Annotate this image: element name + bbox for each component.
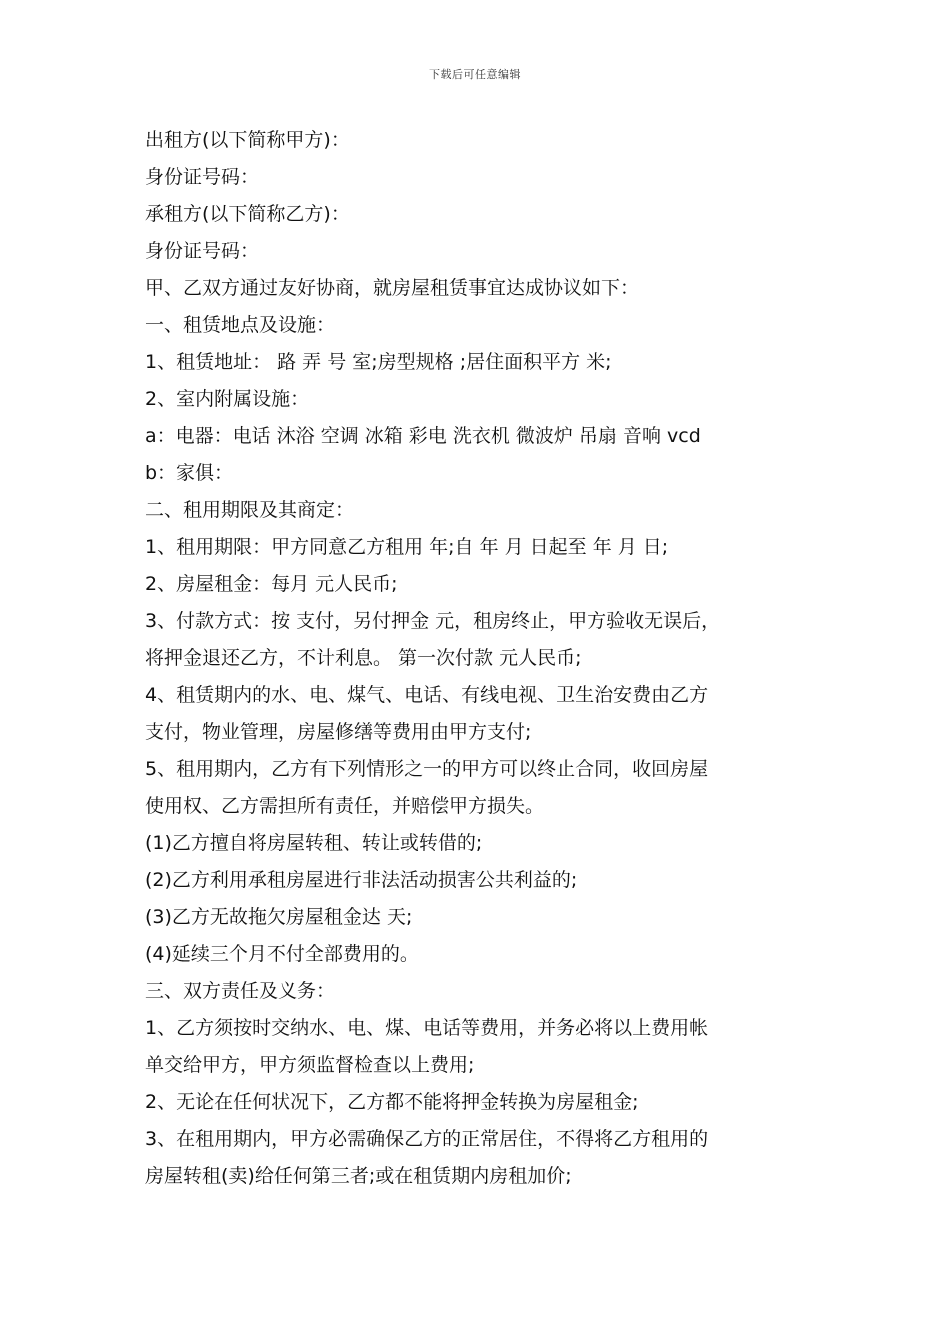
clause-1-2: 2、室内附属设施： [145, 388, 310, 410]
clause-3-3-line-2: 房屋转租(卖)给任何第三者;或在租赁期内房租加价; [145, 1165, 572, 1187]
clause-2-5-line-2: 使用权、乙方需担所有责任，并赔偿甲方损失。 [145, 795, 545, 817]
clause-2-2: 2、房屋租金：每月 元人民币; [145, 573, 398, 595]
clause-1-2-b: b：家俱： [145, 462, 234, 484]
clause-2-5 [145, 751, 835, 825]
lessor-id-line: 身份证号码： [145, 166, 260, 188]
clause-2-5-line-1: 5、租用期内，乙方有下列情形之一的甲方可以终止合同，收回房屋 [145, 758, 709, 780]
clause-1-1: 1、租赁地址： 路 弄 号 室;房型规格 ;居住面积平方 米; [145, 351, 612, 373]
section-3-heading: 三、双方责任及义务： [145, 980, 336, 1002]
section-1-heading: 一、租赁地点及设施： [145, 314, 336, 336]
page-header: 下载后可任意编辑 [429, 68, 521, 81]
clause-2-5-item-2: (2)乙方利用承租房屋进行非法活动损害公共利益的; [145, 869, 578, 891]
clause-2-4-line-1: 4、租赁期内的水、电、煤气、电话、有线电视、卫生治安费由乙方 [145, 684, 709, 706]
clause-3-2: 2、无论在任何状况下，乙方都不能将押金转换为房屋租金; [145, 1091, 639, 1113]
clause-3-1-line-2: 单交给甲方，甲方须监督检查以上费用; [145, 1054, 475, 1076]
document-body [145, 122, 835, 1195]
lessee-id-line: 身份证号码： [145, 240, 260, 262]
clause-3-3-line-1: 3、在租用期内，甲方必需确保乙方的正常居住，不得将乙方租用的 [145, 1128, 709, 1150]
clause-2-3-line-1: 3、付款方式：按 支付，另付押金 元，租房终止，甲方验收无误后， [145, 610, 721, 632]
clause-3-3 [145, 1121, 835, 1195]
clause-3-1-line-1: 1、乙方须按时交纳水、电、煤、电话等费用，并务必将以上费用帐 [145, 1017, 709, 1039]
agreement-intro: 甲、乙双方通过友好协商，就房屋租赁事宜达成协议如下： [145, 277, 640, 299]
clause-2-5-item-4: (4)延续三个月不付全部费用的。 [145, 943, 419, 965]
clause-2-4 [145, 677, 835, 751]
clause-1-2-a: a：电器：电话 沐浴 空调 冰箱 彩电 洗衣机 微波炉 吊扇 音响 vcd [145, 425, 701, 447]
clause-2-3 [145, 603, 835, 677]
clause-2-1: 1、租用期限：甲方同意乙方租用 年;自 年 月 日起至 年 月 日; [145, 536, 669, 558]
clause-2-4-line-2: 支付，物业管理，房屋修缮等费用由甲方支付; [145, 721, 532, 743]
lessor-line: 出租方(以下简称甲方)： [145, 129, 350, 151]
clause-2-5-item-3: (3)乙方无故拖欠房屋租金达 天; [145, 906, 413, 928]
section-2-heading: 二、租用期限及其商定： [145, 499, 355, 521]
clause-2-5-item-1: (1)乙方擅自将房屋转租、转让或转借的; [145, 832, 483, 854]
lessee-line: 承租方(以下简称乙方)： [145, 203, 350, 225]
clause-3-1 [145, 1010, 835, 1084]
clause-2-3-line-2: 将押金退还乙方，不计利息。 第一次付款 元人民币; [145, 647, 582, 669]
